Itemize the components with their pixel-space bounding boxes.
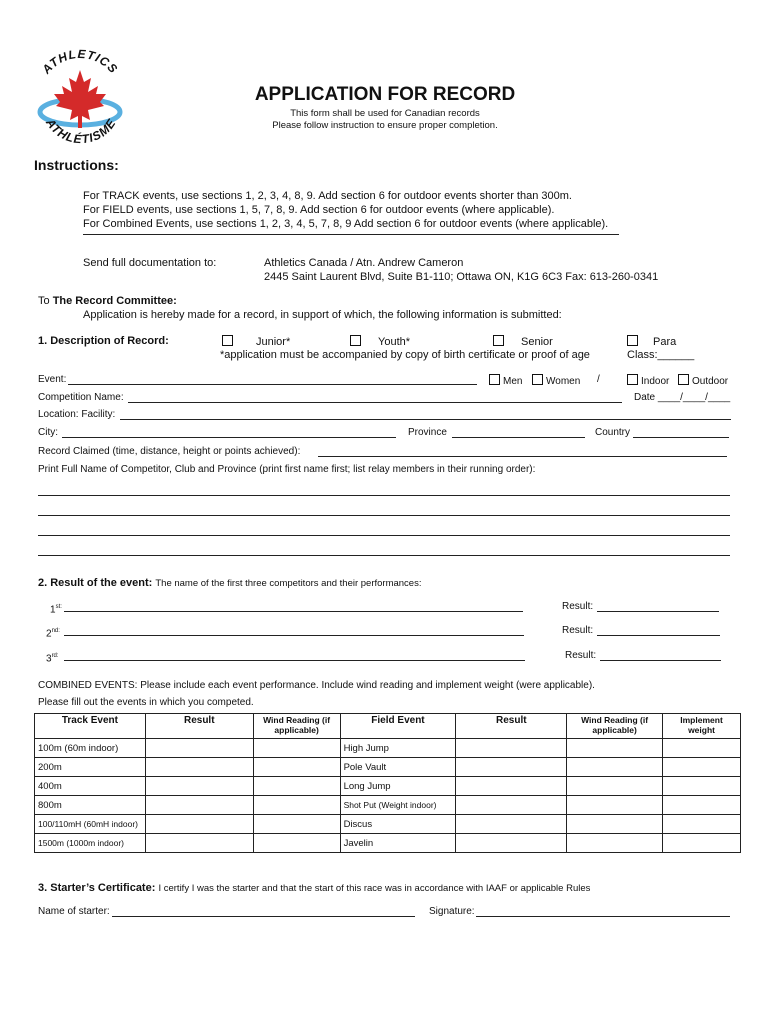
track-result-cell[interactable]	[145, 815, 253, 834]
field-result-cell[interactable]	[456, 739, 567, 758]
svg-text:ATHLÉTISME: ATHLÉTISME	[43, 115, 119, 147]
field-event-cell: Long Jump	[340, 777, 456, 796]
implement-cell[interactable]	[663, 796, 741, 815]
track-result-cell[interactable]	[145, 796, 253, 815]
field-result-cell[interactable]	[456, 815, 567, 834]
header-implement: Implement weight	[663, 714, 741, 739]
section2-heading: 2. Result of the event:	[38, 577, 153, 589]
implement-cell[interactable]	[663, 815, 741, 834]
field-event-cell: Shot Put (Weight indoor)	[340, 796, 456, 815]
place-2-field[interactable]	[64, 635, 524, 636]
field-wind-cell[interactable]	[567, 796, 663, 815]
section3-heading-line	[38, 882, 590, 895]
instruction-field: For FIELD events, use sections 1, 5, 7, 8, 9. Add section 6 for outdoor events (where applicable).	[83, 204, 555, 216]
track-event-cell: 100m (60m indoor)	[35, 739, 146, 758]
province-field[interactable]	[452, 437, 585, 438]
indoor-option[interactable]: Indoor	[627, 374, 669, 388]
send-label: Send full documentation to:	[83, 257, 217, 269]
place-2-label: $2^{nd:}$	[46, 628, 60, 640]
table-header-row	[35, 714, 741, 739]
competitor-line-1[interactable]	[38, 495, 730, 496]
field-wind-cell[interactable]	[567, 834, 663, 853]
header-result: Result	[145, 714, 253, 739]
field-result-cell[interactable]	[456, 777, 567, 796]
table-row	[35, 796, 741, 815]
field-result-cell[interactable]	[456, 796, 567, 815]
field-wind-cell[interactable]	[567, 815, 663, 834]
result-3-label: Result:	[565, 650, 597, 661]
table-row	[35, 758, 741, 777]
city-label: City:	[38, 427, 58, 438]
result-3-field[interactable]	[600, 660, 721, 661]
header-track-event: Track Event	[35, 714, 146, 739]
track-event-cell: 400m	[35, 777, 146, 796]
section2-heading-line	[38, 577, 422, 590]
junior-option[interactable]: Junior*	[222, 335, 290, 349]
track-wind-cell[interactable]	[253, 739, 340, 758]
track-event-cell: 1500m (1000m indoor)	[35, 834, 146, 853]
committee-text: Application is hereby made for a record, in support of which, the following information is submitted:	[83, 309, 562, 321]
instruction-track: For TRACK events, use sections 1, 2, 3, 4, 8, 9. Add section 6 for outdoor events shorter than 300m.	[83, 190, 572, 202]
country-label: Country	[595, 427, 631, 438]
table-row	[35, 815, 741, 834]
women-checkbox[interactable]	[532, 374, 543, 385]
outdoor-option[interactable]: Outdoor	[678, 374, 728, 388]
place-1-label: $1^{st:}$	[50, 604, 62, 616]
women-option[interactable]: Women	[532, 374, 580, 388]
track-wind-cell[interactable]	[253, 796, 340, 815]
track-wind-cell[interactable]	[253, 815, 340, 834]
track-event-cell: 100/110mH (60mH indoor)	[35, 815, 146, 834]
result-2-label: Result:	[562, 625, 594, 636]
signature-label: Signature:	[429, 906, 475, 917]
indoor-checkbox[interactable]	[627, 374, 638, 385]
track-wind-cell[interactable]	[253, 777, 340, 796]
field-event-cell: Javelin	[340, 834, 456, 853]
instructions-divider	[83, 234, 619, 235]
table-row	[35, 834, 741, 853]
field-wind-cell[interactable]	[567, 758, 663, 777]
field-event-cell: Pole Vault	[340, 758, 456, 777]
track-event-cell: 200m	[35, 758, 146, 777]
section1-heading: 1. Description of Record:	[38, 335, 169, 347]
para-option[interactable]: Para	[627, 335, 676, 349]
implement-cell[interactable]	[663, 739, 741, 758]
table-row	[35, 777, 741, 796]
result-2-field[interactable]	[597, 635, 720, 636]
track-result-cell[interactable]	[145, 739, 253, 758]
competitor-line-4[interactable]	[38, 555, 730, 556]
date-field[interactable]: Date ____/____/____	[634, 392, 731, 403]
youth-option[interactable]: Youth*	[350, 335, 410, 349]
combined-events-table	[34, 713, 741, 853]
outdoor-checkbox[interactable]	[678, 374, 689, 385]
address-line-2: 2445 Saint Laurent Blvd, Suite B1-110; Ottawa ON, K1G 6C3 Fax: 613-260-0341	[264, 271, 659, 283]
instructions-heading: Instructions:	[34, 157, 119, 173]
subtitle-2: Please follow instruction to ensure proper completion.	[272, 120, 498, 131]
starter-label: Name of starter:	[38, 906, 110, 917]
field-wind-cell[interactable]	[567, 739, 663, 758]
location-field[interactable]	[120, 419, 731, 420]
event-label: Event:	[38, 374, 67, 385]
competitor-line-3[interactable]	[38, 535, 730, 536]
address-line-1: Athletics Canada / Atn. Andrew Cameron	[264, 257, 464, 269]
location-label: Location: Facility:	[38, 409, 116, 420]
field-event-cell: High Jump	[340, 739, 456, 758]
committee-name: The Record Committee:	[52, 295, 177, 307]
event-field[interactable]	[68, 384, 477, 385]
place-3-label: $3^{rd:}$	[46, 653, 59, 665]
track-result-cell[interactable]	[145, 834, 253, 853]
header-result-2: Result	[456, 714, 567, 739]
junior-checkbox[interactable]	[222, 335, 233, 346]
result-1-label: Result:	[562, 601, 594, 612]
city-field[interactable]	[62, 437, 396, 438]
track-wind-cell[interactable]	[253, 834, 340, 853]
track-result-cell[interactable]	[145, 758, 253, 777]
field-event-cell: Discus	[340, 815, 456, 834]
field-result-cell[interactable]	[456, 758, 567, 777]
print-name-label: Print Full Name of Competitor, Club and Province (print first name first; list relay members in their running order):	[38, 464, 536, 475]
page-title: APPLICATION FOR RECORD	[254, 84, 516, 105]
fill-out-note: Please fill out the events in which you competed.	[38, 697, 254, 708]
signature-field[interactable]	[476, 916, 730, 917]
instruction-combined: For Combined Events, use sections 1, 2, 3, 4, 5, 7, 8, 9 Add section 6 for outdoor events (where applicable).	[83, 218, 609, 230]
record-claimed-field[interactable]	[318, 456, 727, 457]
implement-cell[interactable]	[663, 758, 741, 777]
track-event-cell: 800m	[35, 796, 146, 815]
header-wind: Wind Reading (if applicable)	[253, 714, 340, 739]
section3-heading: 3. Starter’s Certificate:	[38, 882, 156, 894]
para-checkbox[interactable]	[627, 335, 638, 346]
province-label: Province	[408, 427, 447, 438]
gender-slash: /	[597, 374, 600, 385]
competition-label: Competition Name:	[38, 392, 124, 403]
class-field[interactable]: Class:______	[627, 349, 695, 361]
competition-field[interactable]	[128, 402, 622, 403]
track-result-cell[interactable]	[145, 777, 253, 796]
committee-line: To The Record Committee:	[38, 295, 177, 307]
combined-events-note: COMBINED EVENTS: Please include each event performance. Include wind reading and implement weight (were applicable).	[38, 680, 595, 691]
field-wind-cell[interactable]	[567, 777, 663, 796]
implement-cell[interactable]	[663, 834, 741, 853]
record-claimed-label: Record Claimed (time, distance, height or points achieved):	[38, 446, 301, 457]
implement-cell[interactable]	[663, 777, 741, 796]
subtitle-1: This form shall be used for Canadian records	[290, 108, 480, 119]
section3-text: I certify I was the starter and that the start of this race was in accordance with IAAF or applicable Rules	[158, 883, 591, 894]
starter-name-field[interactable]	[112, 916, 415, 917]
track-wind-cell[interactable]	[253, 758, 340, 777]
men-option[interactable]: Men	[489, 374, 522, 388]
header-wind-2: Wind Reading (if applicable)	[567, 714, 663, 739]
place-1-field[interactable]	[64, 611, 523, 612]
country-field[interactable]	[633, 437, 729, 438]
age-note: *application must be accompanied by copy of birth certificate or proof of age	[220, 349, 590, 361]
competitor-line-2[interactable]	[38, 515, 730, 516]
svg-text:ATHLETICS: ATHLETICS	[39, 46, 121, 77]
result-1-field[interactable]	[597, 611, 719, 612]
senior-checkbox[interactable]	[493, 335, 504, 346]
table-row	[35, 739, 741, 758]
place-3-field[interactable]	[64, 660, 525, 661]
men-checkbox[interactable]	[489, 374, 500, 385]
section2-text: The name of the first three competitors and their performances:	[155, 578, 422, 589]
senior-option[interactable]: Senior	[493, 335, 553, 349]
youth-checkbox[interactable]	[350, 335, 361, 346]
field-result-cell[interactable]	[456, 834, 567, 853]
header-field-event: Field Event	[340, 714, 456, 739]
